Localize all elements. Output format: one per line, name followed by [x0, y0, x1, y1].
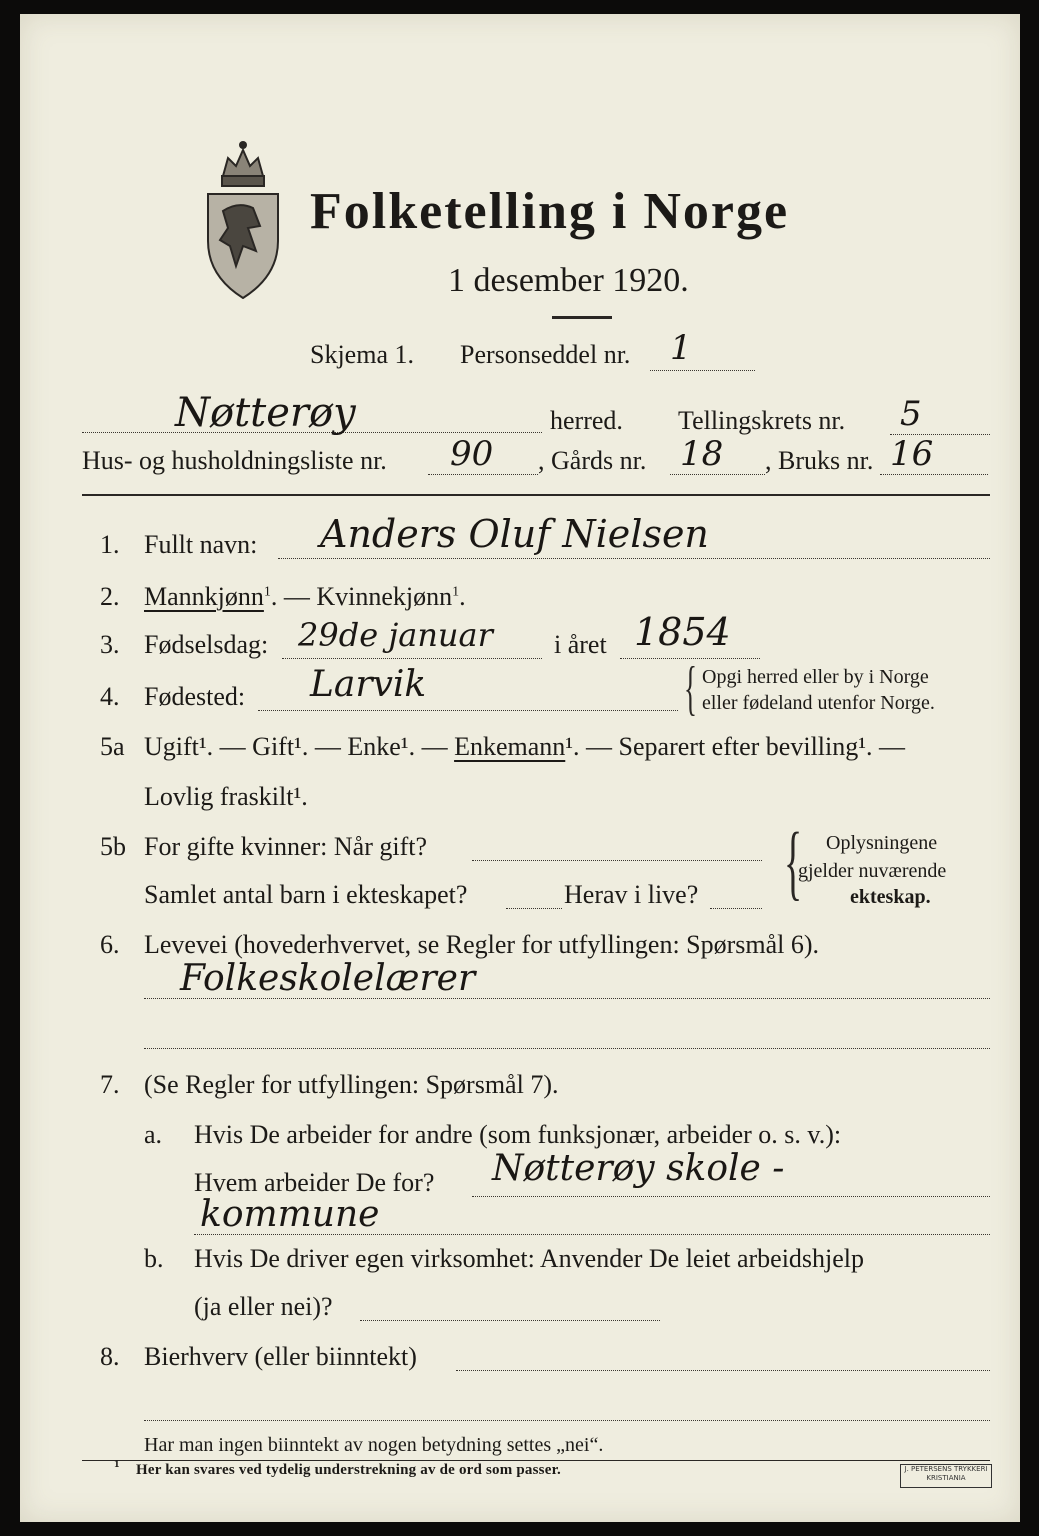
q2-mannkjonn-underlined: Mannkjønn	[144, 582, 264, 611]
q7-number: 7.	[100, 1070, 120, 1099]
hus-value: 90	[450, 434, 494, 474]
q7a-letter: a.	[144, 1120, 163, 1149]
census-date: 1 desember 1920.	[448, 262, 689, 299]
footnote-mark: 1	[114, 1458, 120, 1470]
q5b-note-line3: ekteskap.	[850, 886, 931, 908]
bruks-value: 16	[890, 434, 934, 474]
coat-of-arms-icon	[198, 136, 288, 304]
q5b-note-line1: Oplysningene	[826, 832, 938, 854]
q1-full-name: Anders Oluf Nielsen	[320, 512, 709, 556]
personseddel-label: Personseddel nr.	[460, 340, 631, 369]
title-divider	[552, 316, 612, 319]
q6-label: Levevei (hovederhvervet, se Regler for utfyllingen: Spørsmål 6).	[144, 930, 820, 959]
q4-number: 4.	[100, 682, 120, 711]
q5a-enkemann-underlined: Enkemann	[454, 732, 566, 761]
q7b-line1: Hvis De driver egen virksomhet: Anvender De leiet arbeidshjelp	[194, 1244, 865, 1273]
q2-kvinnekjonn: Kvinnekjønn	[316, 582, 453, 611]
tellingskrets-value: 5	[900, 394, 922, 434]
herred-label: herred.	[550, 406, 623, 435]
q2-options: Mannkjønn$^1$. — Kvinnekjønn$^1$.	[144, 582, 466, 611]
q6-number: 6.	[100, 930, 120, 959]
q5a-lovlig-fraskilt: Lovlig fraskilt¹.	[144, 782, 308, 811]
q7a-line2: Hvem arbeider De for?	[194, 1168, 435, 1197]
q5a-options: Ugift¹. — Gift¹. — Enke¹. — Enkemann¹. — Separert efter bevilling¹. —	[144, 732, 906, 761]
q1-number: 1.	[100, 530, 120, 559]
q5b-note-line2: gjelder nuværende	[798, 860, 947, 882]
census-form-page: Folketelling i Norge 1 desember 1920. Skjema 1. Personseddel nr. 1 Nøtterøy herred. Tellingskrets nr. 5 Hus- og husholdningsliste nr. 90 , Gårds nr. 18 , Bruks nr. 16 1. Fullt navn: Anders Oluf Nielsen 2. Mannkjønn$^1$. — Kvinnekjønn$^1$. 3. Fødselsdag: 29de januar i året 1854 4. Fødested: Larvik { Opgi herred eller by i Norge eller fødeland utenfor Norge. 5a Ugift¹. — Gift¹. — Enke¹. — Enkemann¹. — Separert efter bevilling¹. — Lovlig fraskilt¹. 5b For gifte kvinner: Når gift? Samlet antal barn i ekteskapet? Herav i live? { Oplysningene gjelder nuværende ekteskap. 6. Levevei (hovederhvervet, se Regler for utfyllingen: Spørsmål 6). Folkeskolelærer 7. (Se Regler for utfyllingen: Spørsmål 7). a. Hvis De arbeider for andre (som funksjonær, arbeider o. s. v.): Hvem arbeider De for? Nøtterøy skole - kommune b. Hvis De driver egen virksomhet: Anvender De leiet arbeidshjelp (ja eller nei)? 8. Bierhverv (eller biinntekt) Har man ingen biinntekt av nogen betydning settes „nei“. 1 Her kan svares ved tydelig understrekning av de ord som passer. J. PETERSENS TRYKKERI KRISTIANIA	[20, 14, 1020, 1522]
q7a-employer-line1: Nøtterøy skole -	[492, 1148, 785, 1189]
q3-number: 3.	[100, 630, 120, 659]
q4-birthplace: Larvik	[310, 664, 427, 705]
q5a-number: 5a	[100, 732, 125, 761]
q7-label: (Se Regler for utfyllingen: Spørsmål 7).	[144, 1070, 559, 1099]
q7a-employer-line2: kommune	[200, 1194, 380, 1235]
gards-label: , Gårds nr.	[538, 446, 647, 475]
q3-label: Fødselsdag:	[144, 630, 269, 659]
page-title: Folketelling i Norge	[310, 183, 790, 240]
q5b-antal-barn: Samlet antal barn i ekteskapet?	[144, 880, 468, 909]
q7b-letter: b.	[144, 1244, 164, 1273]
footnote-text: Her kan svares ved tydelig understrekning av de ord som passer.	[136, 1462, 561, 1478]
personseddel-value: 1	[670, 328, 692, 368]
q4-note-line2: eller fødeland utenfor Norge.	[702, 692, 935, 714]
q7a-line1: Hvis De arbeider for andre (som funksjonær, arbeider o. s. v.):	[194, 1120, 842, 1149]
herred-value: Nøtterøy	[175, 390, 356, 436]
q5b-herav-i-live: Herav i live?	[564, 880, 699, 909]
q8-label: Bierhverv (eller biinntekt)	[144, 1342, 417, 1371]
skjema-label: Skjema 1.	[310, 340, 414, 369]
q3-birth-year: 1854	[634, 610, 731, 654]
q7b-line2: (ja eller nei)?	[194, 1292, 333, 1321]
tellingskrets-label: Tellingskrets nr.	[678, 406, 846, 435]
header-separator	[82, 494, 990, 496]
gards-value: 18	[680, 434, 724, 474]
q3-aaret-label: i året	[554, 630, 607, 659]
q4-label: Fødested:	[144, 682, 246, 711]
q1-label: Fullt navn:	[144, 530, 258, 559]
bruks-label: , Bruks nr.	[765, 446, 874, 475]
q4-note-line1: Opgi herred eller by i Norge	[702, 666, 929, 688]
q8-number: 8.	[100, 1342, 120, 1371]
q2-number: 2.	[100, 582, 120, 611]
q5b-naar-gift: For gifte kvinner: Når gift?	[144, 832, 428, 861]
q6-occupation: Folkeskolelærer	[180, 958, 476, 999]
hus-label: Hus- og husholdningsliste nr.	[82, 446, 387, 475]
q3-birth-date: 29de januar	[298, 616, 493, 654]
footer-note: Har man ingen biinntekt av nogen betydning settes „nei“.	[144, 1434, 604, 1456]
printer-stamp: J. PETERSENS TRYKKERI KRISTIANIA	[900, 1464, 992, 1488]
q5b-number: 5b	[100, 832, 126, 861]
